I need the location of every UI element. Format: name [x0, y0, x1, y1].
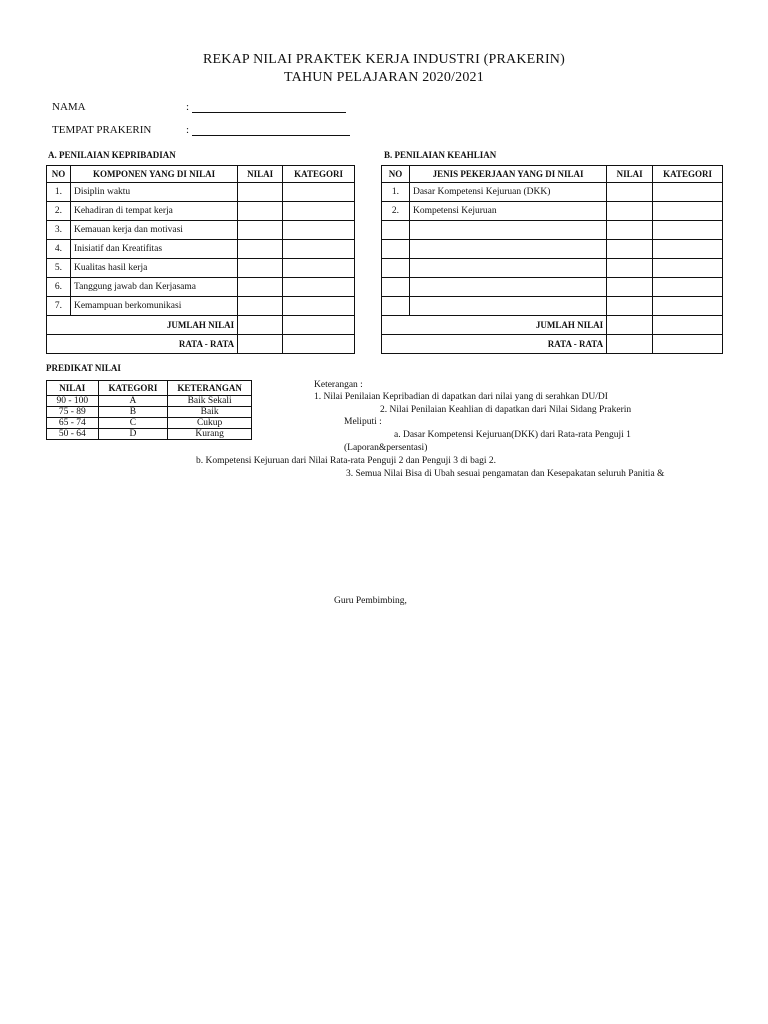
row-no: 1. [382, 183, 410, 202]
jumlah-nilai-cell[interactable] [607, 316, 653, 335]
predikat-kategori: D [98, 429, 168, 440]
nilai-cell[interactable] [607, 202, 653, 221]
nilai-cell[interactable] [607, 297, 653, 316]
table-row [47, 221, 355, 240]
rata-rata-cell[interactable] [238, 335, 283, 354]
predikat-keterangan: Kurang [168, 429, 252, 440]
table-row [382, 259, 723, 278]
row-no: 1. [47, 183, 71, 202]
table-row [47, 202, 355, 221]
row-no: 3. [47, 221, 71, 240]
table-header-row [47, 166, 355, 183]
jumlah-nilai-label: JUMLAH NILAI [47, 316, 238, 335]
predikat-nilai: 75 - 89 [47, 407, 99, 418]
guru-pembimbing-label: Guru Pembimbing, [334, 596, 407, 606]
nilai-cell[interactable] [238, 240, 283, 259]
table-row [47, 278, 355, 297]
nilai-cell[interactable] [607, 259, 653, 278]
row-komponen: Kemampuan berkomunikasi [70, 297, 237, 316]
kategori-cell[interactable] [283, 240, 355, 259]
row-no [382, 259, 410, 278]
tempat-prakerin-input-line[interactable] [192, 135, 350, 136]
keterangan-line-6: b. Kompetensi Kejuruan dari Nilai Rata-rata Penguji 2 dan Penguji 3 di bagi 2. [196, 456, 496, 466]
tempat-prakerin-label: TEMPAT PRAKERIN [52, 124, 152, 136]
nilai-cell[interactable] [607, 278, 653, 297]
table-row [47, 418, 252, 429]
predikat-nilai: 65 - 74 [47, 418, 99, 429]
row-komponen: Kehadiran di tempat kerja [70, 202, 237, 221]
keterangan-line-4: a. Dasar Kompetensi Kejuruan(DKK) dari Rata-rata Penguji 1 [394, 430, 631, 440]
col-header-no: NO [47, 166, 71, 183]
section-b-title: B. PENILAIAN KEAHLIAN [384, 150, 497, 160]
section-a-title: A. PENILAIAN KEPRIBADIAN [48, 150, 176, 160]
penilaian-keahlian-table [381, 165, 723, 354]
nilai-cell[interactable] [607, 221, 653, 240]
document-subtitle: TAHUN PELAJARAN 2020/2021 [284, 70, 484, 85]
col-header-kategori: KATEGORI [653, 166, 723, 183]
predikat-kategori: B [98, 407, 168, 418]
row-jenis: Dasar Kompetensi Kejuruan (DKK) [409, 183, 606, 202]
nilai-cell[interactable] [607, 183, 653, 202]
jumlah-kategori-cell[interactable] [653, 316, 723, 335]
predikat-keterangan: Baik Sekali [168, 396, 252, 407]
kategori-cell[interactable] [653, 183, 723, 202]
row-no: 4. [47, 240, 71, 259]
nilai-cell[interactable] [238, 278, 283, 297]
table-row [382, 183, 723, 202]
predikat-nilai: 90 - 100 [47, 396, 99, 407]
rata-rata-cell[interactable] [607, 335, 653, 354]
table-row [382, 297, 723, 316]
col-header-nilai: NILAI [607, 166, 653, 183]
document-title: REKAP NILAI PRAKTEK KERJA INDUSTRI (PRAKERIN) [203, 52, 565, 67]
nama-label: NAMA [52, 101, 86, 113]
row-no: 5. [47, 259, 71, 278]
keterangan-line-3: Meliputi : [344, 417, 382, 427]
keterangan-line-1: 1. Nilai Penilaian Kepribadian di dapatkan dari nilai yang di serahkan DU/DI [314, 392, 608, 402]
row-no: 7. [47, 297, 71, 316]
row-jenis: Kompetensi Kejuruan [409, 202, 606, 221]
row-no: 6. [47, 278, 71, 297]
col-header-kategori: KATEGORI [283, 166, 355, 183]
keterangan-line-5: (Laporan&persentasi) [344, 443, 428, 453]
keterangan-line-7: 3. Semua Nilai Bisa di Ubah sesuai pengamatan dan Kesepakatan seluruh Panitia & [346, 469, 665, 479]
jumlah-nilai-cell[interactable] [238, 316, 283, 335]
nilai-cell[interactable] [238, 221, 283, 240]
keterangan-line-2: 2. Nilai Penilaian Keahlian di dapatkan dari Nilai Sidang Prakerin [380, 405, 632, 415]
row-no: 2. [47, 202, 71, 221]
col-header-no: NO [382, 166, 410, 183]
table-row [47, 259, 355, 278]
row-no [382, 297, 410, 316]
predikat-nilai-title: PREDIKAT NILAI [46, 363, 121, 373]
row-komponen: Kualitas hasil kerja [70, 259, 237, 278]
rata-rata-label: RATA - RATA [47, 335, 238, 354]
kategori-cell[interactable] [653, 278, 723, 297]
nilai-cell[interactable] [238, 202, 283, 221]
row-no [382, 240, 410, 259]
row-komponen: Inisiatif dan Kreatifitas [70, 240, 237, 259]
nama-colon: : [186, 101, 190, 113]
nilai-cell[interactable] [238, 183, 283, 202]
predikat-keterangan: Cukup [168, 418, 252, 429]
table-row [47, 407, 252, 418]
kategori-cell[interactable] [283, 278, 355, 297]
table-row [382, 278, 723, 297]
row-jenis[interactable] [409, 278, 606, 297]
table-row [382, 240, 723, 259]
kategori-cell[interactable] [283, 297, 355, 316]
row-no [382, 221, 410, 240]
kategori-cell[interactable] [653, 221, 723, 240]
table-row [47, 429, 252, 440]
row-jenis[interactable] [409, 240, 606, 259]
row-komponen: Tanggung jawab dan Kerjasama [70, 278, 237, 297]
nilai-cell[interactable] [607, 240, 653, 259]
kategori-cell[interactable] [653, 202, 723, 221]
table-row [47, 183, 355, 202]
col-header-komponen: KOMPONEN YANG DI NILAI [70, 166, 237, 183]
penilaian-kepribadian-table [46, 165, 355, 354]
col-header-keterangan: KETERANGAN [168, 381, 252, 396]
row-jenis[interactable] [409, 297, 606, 316]
kategori-cell[interactable] [653, 259, 723, 278]
table-header-row [47, 381, 252, 396]
kategori-cell[interactable] [653, 240, 723, 259]
kategori-cell[interactable] [653, 297, 723, 316]
predikat-kategori: A [98, 396, 168, 407]
rata-rata-row [47, 335, 355, 354]
rata-kategori-cell[interactable] [283, 335, 355, 354]
jumlah-nilai-label: JUMLAH NILAI [382, 316, 607, 335]
keterangan-heading: Keterangan : [314, 380, 363, 390]
nama-input-line[interactable] [192, 112, 346, 113]
rata-rata-row [382, 335, 723, 354]
row-no: 2. [382, 202, 410, 221]
jumlah-kategori-cell[interactable] [283, 316, 355, 335]
predikat-nilai: 50 - 64 [47, 429, 99, 440]
jumlah-nilai-row [382, 316, 723, 335]
row-komponen: Disiplin waktu [70, 183, 237, 202]
table-header-row [382, 166, 723, 183]
table-row [47, 297, 355, 316]
predikat-nilai-table [46, 380, 252, 440]
col-header-jenis-pekerjaan: JENIS PEKERJAAN YANG DI NILAI [409, 166, 606, 183]
rata-rata-label: RATA - RATA [382, 335, 607, 354]
predikat-kategori: C [98, 418, 168, 429]
jumlah-nilai-row [47, 316, 355, 335]
row-no [382, 278, 410, 297]
tempat-prakerin-colon: : [186, 124, 190, 136]
kategori-cell[interactable] [283, 259, 355, 278]
table-row [382, 202, 723, 221]
col-header-nilai: NILAI [238, 166, 283, 183]
kategori-cell[interactable] [283, 202, 355, 221]
row-jenis[interactable] [409, 259, 606, 278]
nilai-cell[interactable] [238, 259, 283, 278]
table-row [382, 221, 723, 240]
row-jenis[interactable] [409, 221, 606, 240]
col-header-kategori: KATEGORI [98, 381, 168, 396]
nilai-cell[interactable] [238, 297, 283, 316]
table-row [47, 396, 252, 407]
row-komponen: Kemauan kerja dan motivasi [70, 221, 237, 240]
col-header-nilai: NILAI [47, 381, 99, 396]
predikat-keterangan: Baik [168, 407, 252, 418]
table-row [47, 240, 355, 259]
rata-kategori-cell[interactable] [653, 335, 723, 354]
kategori-cell[interactable] [283, 221, 355, 240]
kategori-cell[interactable] [283, 183, 355, 202]
